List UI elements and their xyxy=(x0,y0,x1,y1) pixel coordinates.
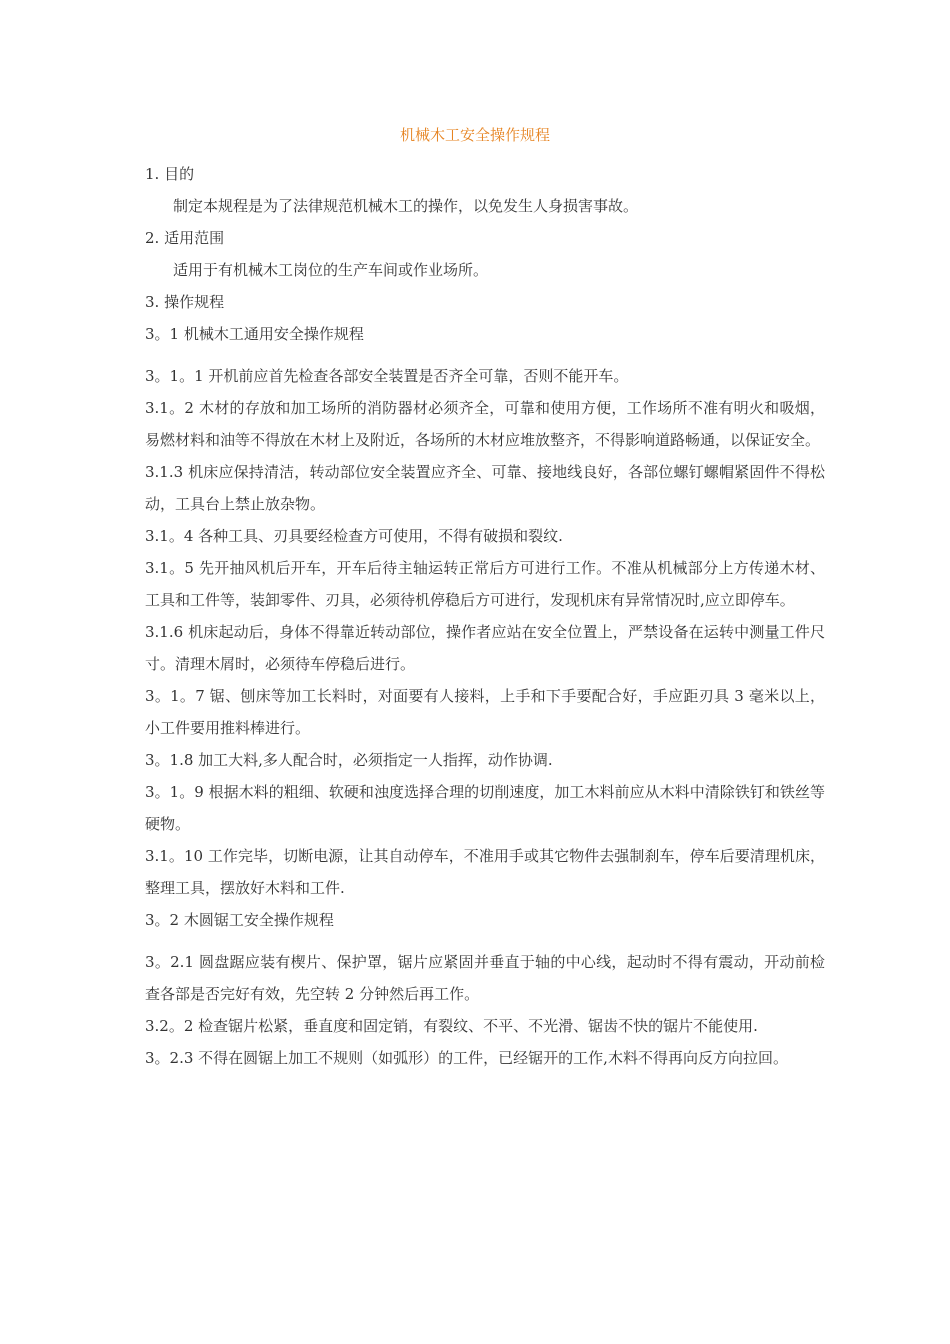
list-item: 3。1.8 加工大料,多人配合时，必须指定一人指挥，动作协调. xyxy=(145,751,553,769)
list-item: 3。1。7 锯、刨床等加工长料时，对面要有人接料，上手和下手要配合好，手应距刃具 3 毫米以上，小工件要用推料棒进行。 xyxy=(145,687,825,737)
list-item: 3。1。9 根据木料的粗细、软硬和浊度选择合理的切削速度，加工木料前应从木料中清除铁钉和铁丝等硬物。 xyxy=(145,783,825,833)
list-item: 3。1。1 开机前应首先检查各部安全装置是否齐全可靠，否则不能开车。 xyxy=(145,367,629,385)
list-item: 3.1。2 木材的存放和加工场所的消防器材必须齐全，可靠和使用方便，工作场所不准有明火和吸烟，易燃材料和油等不得放在木材上及附近，各场所的木材应堆放整齐，不得影响道路畅通，以保证安全。 xyxy=(145,399,825,449)
list-item: 3.1。4 各种工具、刃具要经检查方可使用，不得有破损和裂纹. xyxy=(145,527,563,545)
document-title: 机械木工安全操作规程 xyxy=(399,126,550,144)
list-item: 3。2.3 不得在圆锯上加工不规则（如弧形）的工件，已经锯开的工作,木料不得再向反方向拉回。 xyxy=(145,1049,788,1067)
section-3-2-list xyxy=(145,946,825,1074)
list-item: 3.1。10 工作完毕，切断电源，让其自动停车，不准用手或其它物件去强制刹车，停车后要清理机床，整理工具，摆放好木料和工件. xyxy=(145,847,825,897)
list-item: 3.2。2 检查锯片松紧，垂直度和固定销，有裂纹、不平、不光滑、锯齿不快的锯片不能使用. xyxy=(145,1017,758,1035)
section-2-body: 适用于有机械木工岗位的生产车间或作业场所。 xyxy=(173,261,489,279)
section-3-2-heading: 3。2 木圆锯工安全操作规程 xyxy=(145,911,334,929)
document-body xyxy=(145,158,825,1074)
section-3-1-list xyxy=(145,360,825,904)
section-2-heading: 2. 适用范围 xyxy=(145,229,225,247)
section-3-1-heading: 3。1 机械木工通用安全操作规程 xyxy=(145,325,364,343)
list-item: 3。2.1 圆盘踞应装有楔片、保护罩，锯片应紧固并垂直于轴的中心线，起动时不得有震动，开动前检查各部是否完好有效，先空转 2 分钟然后再工作。 xyxy=(145,953,825,1003)
list-item: 3.1。5 先开抽风机后开车，开车后待主轴运转正常后方可进行工作。不准从机械部分上方传递木材、工具和工件等，装卸零件、刃具，必须待机停稳后方可进行，发现机床有异常情况时,应立即停车。 xyxy=(145,559,825,609)
list-item: 3.1.3 机床应保持清洁，转动部位安全装置应齐全、可靠、接地线良好，各部位螺钉螺帽紧固件不得松动，工具台上禁止放杂物。 xyxy=(145,463,825,513)
section-1-body: 制定本规程是为了法律规范机械木工的操作，以免发生人身损害事故。 xyxy=(173,197,639,215)
section-3-heading: 3. 操作规程 xyxy=(145,293,225,311)
section-1-heading: 1. 目的 xyxy=(145,165,195,183)
list-item: 3.1.6 机床起动后，身体不得靠近转动部位，操作者应站在安全位置上，严禁设备在运转中测量工件尺寸。清理木屑时，必须待车停稳后进行。 xyxy=(145,623,825,673)
